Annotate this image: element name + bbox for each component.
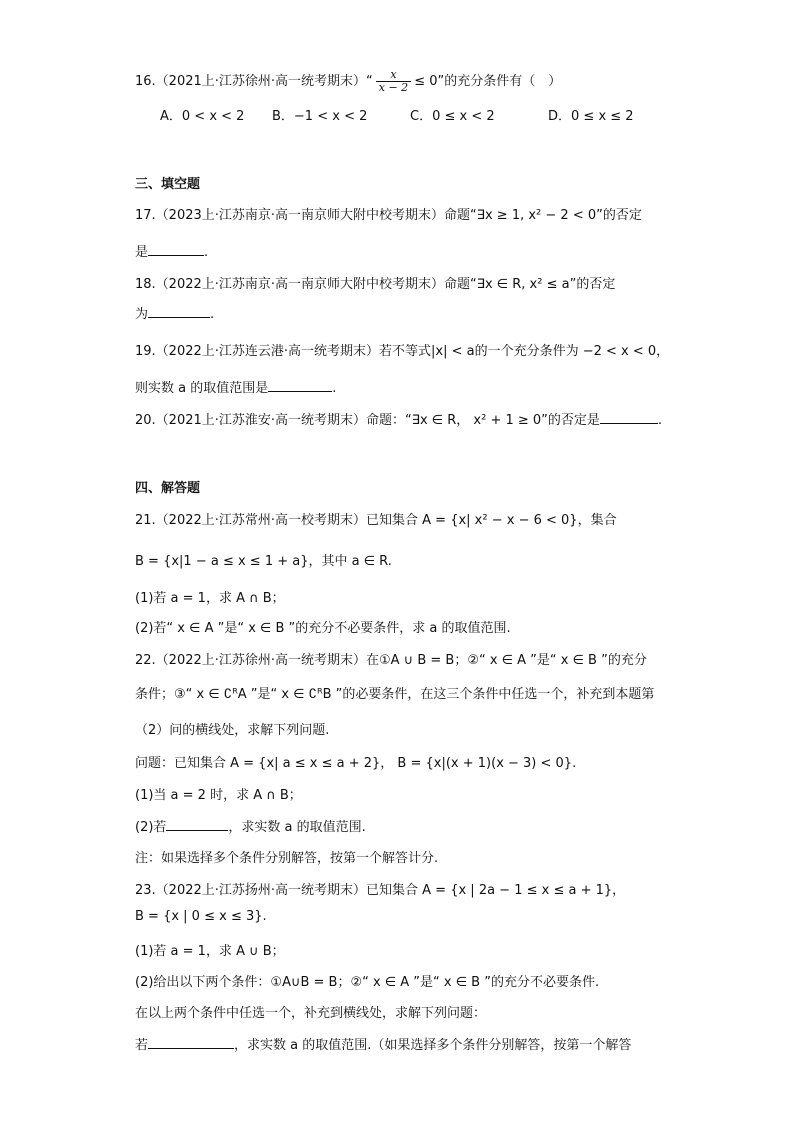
q16-option-d[interactable]: D．0 ≤ x ≤ 2 xyxy=(548,109,634,124)
q20-answer-blank[interactable] xyxy=(600,411,658,424)
q18-answer-blank[interactable] xyxy=(148,305,210,318)
q18-line2-prefix: 为 xyxy=(135,307,149,322)
q18-line2 xyxy=(135,305,214,324)
q22-part2-suffix: ，求实数 a 的取值范围. xyxy=(228,820,366,835)
q16-option-a[interactable]: A．0 < x < 2 xyxy=(160,109,245,124)
q22-answer-blank[interactable] xyxy=(166,818,228,831)
q17-line2-suffix: . xyxy=(204,245,209,260)
q21-part1: (1)若 a = 1，求 A ∩ B； xyxy=(135,591,285,606)
q16-prefix: 16.（2021上·江苏徐州·高一统考期末）“ xyxy=(135,74,373,89)
q23-last-prefix: 若 xyxy=(135,1038,149,1053)
q21-line1: 21.（2022上·江苏常州·高一校考期末）已知集合 A = {x| x² − x − 6 < 0}，集合 xyxy=(135,513,617,528)
q17-answer-blank[interactable] xyxy=(148,243,204,256)
q23-last-suffix: ，求实数 a 的取值范围.（如果选择多个条件分别解答，按第一个解答 xyxy=(234,1038,632,1053)
q16-stem xyxy=(135,69,561,94)
q19-line1: 19.（2022上·江苏连云港·高一统考期末）若不等式|x| < a的一个充分条件为 −2 < x < 0， xyxy=(135,344,670,359)
q22-line3: （2）问的横线处，求解下列问题. xyxy=(135,723,330,738)
q23-answer-blank[interactable] xyxy=(148,1036,234,1049)
section-title-fill-in: 三、填空题 xyxy=(135,177,201,192)
q16-frac-denominator: x − 2 xyxy=(378,81,409,94)
q22-part2-prefix: (2)若 xyxy=(135,820,167,835)
q16-suffix: ≤ 0”的充分条件有（ ） xyxy=(414,74,562,89)
q18-line2-suffix: . xyxy=(210,307,215,322)
q20-text: 20.（2021上·江苏淮安·高一统考期末）命题：“∃x ∈ R， x² + 1 ≥ 0”的否定是 xyxy=(135,413,600,428)
q19-line2 xyxy=(135,379,336,398)
q20-line xyxy=(135,411,662,430)
q22-problem: 问题：已知集合 A = {x| a ≤ x ≤ a + 2}， B = {x|(x + 1)(x − 3) < 0}. xyxy=(135,756,577,771)
q21-part2: (2)若“ x ∈ A ”是“ x ∈ B ”的充分不必要条件，求 a 的取值范围. xyxy=(135,621,511,636)
q16-frac-numerator: x xyxy=(376,69,411,82)
q22-part2 xyxy=(135,818,366,837)
section-title-solutions: 四、解答题 xyxy=(135,481,201,496)
q23-last-line xyxy=(135,1036,631,1055)
q18-line1: 18.（2022上·江苏南京·高一南京师大附中校考期末）命题“∃x ∈ R, x² ≤ a”的否定 xyxy=(135,277,616,292)
q20-suffix: . xyxy=(657,413,663,428)
q16-fraction xyxy=(376,69,411,94)
q16-option-b[interactable]: B．−1 < x < 2 xyxy=(272,109,368,124)
q23-choose: 在以上两个条件中任选一个，补充到横线处，求解下列问题： xyxy=(135,1006,487,1021)
q17-line2-prefix: 是 xyxy=(135,245,149,260)
q21-line2: B = {x|1 − a ≤ x ≤ 1 + a}，其中 a ∈ R. xyxy=(135,554,392,569)
q19-answer-blank[interactable] xyxy=(268,379,332,392)
q19-line2-suffix: . xyxy=(332,381,337,396)
q19-line2-prefix: 则实数 a 的取值范围是 xyxy=(135,381,269,396)
q17-line2 xyxy=(135,243,208,262)
q22-line1: 22.（2022上·江苏徐州·高一统考期末）在①A ∪ B = B；②“ x ∈ A ”是“ x ∈ B ”的充分 xyxy=(135,653,647,668)
q22-note: 注：如果选择多个条件分别解答，按第一个解答计分. xyxy=(135,851,439,866)
q17-line1: 17.（2023上·江苏南京·高一南京师大附中校考期末）命题“∃x ≥ 1, x² − 2 < 0”的否定 xyxy=(135,208,642,223)
q22-part1: (1)当 a = 2 时，求 A ∩ B； xyxy=(135,788,302,803)
q23-line2: B = {x | 0 ≤ x ≤ 3}. xyxy=(135,909,267,924)
q23-part1: (1)若 a = 1，求 A ∪ B； xyxy=(135,944,285,959)
q23-part2: (2)给出以下两个条件：①A∪B = B；②“ x ∈ A ”是“ x ∈ B ”的充分不必要条件. xyxy=(135,975,600,990)
q22-line2: 条件；③“ x ∈ ∁ᴿA ”是“ x ∈ ∁ᴿB ”的必要条件，在这三个条件中任选一个，补充到本题第 xyxy=(135,687,655,702)
q16-option-c[interactable]: C．0 ≤ x < 2 xyxy=(410,109,495,124)
q23-line1: 23.（2022上·江苏扬州·高一统考期末）已知集合 A = {x | 2a − 1 ≤ x ≤ a + 1}， xyxy=(135,883,626,898)
